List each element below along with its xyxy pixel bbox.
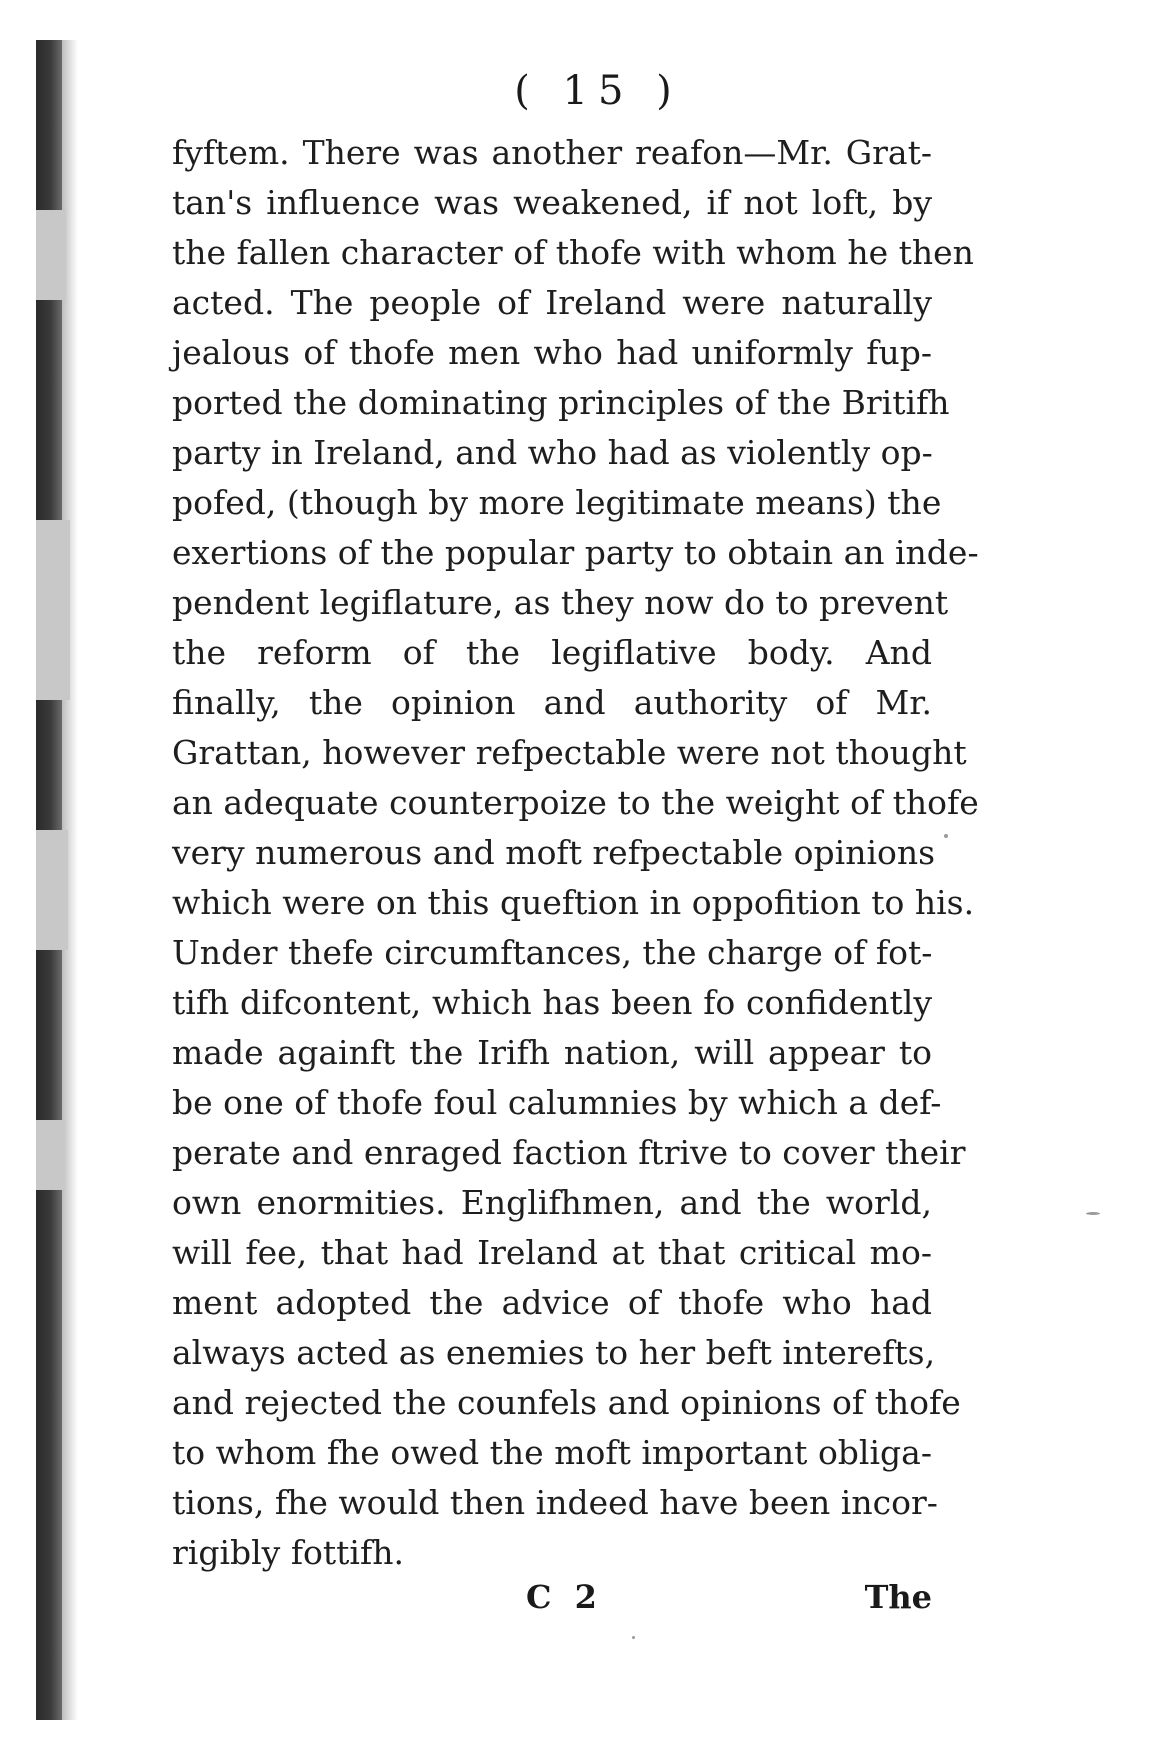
text-line: and rejected the counfels and opinions of thofe	[172, 1383, 961, 1422]
text-line: party in Ireland, and who had as violently op-	[172, 433, 933, 472]
binding-notch	[36, 1120, 64, 1190]
catchword: The	[864, 1578, 932, 1616]
text-line: own enormities. Englifhmen, and the world,	[172, 1183, 932, 1222]
binding-notch	[36, 210, 66, 300]
text-line: finally, the opinion and authority of Mr.	[172, 683, 932, 722]
page-footer	[172, 1578, 932, 1628]
text-line: exertions of the popular party to obtain an inde-	[172, 533, 979, 572]
text-line: fyftem. There was another reafon—Mr. Grat-	[172, 133, 932, 172]
binding-notch	[36, 830, 68, 950]
text-line: made againft the Irifh nation, will appear to	[172, 1033, 932, 1072]
text-line: tifh difcontent, which has been fo confidently	[172, 983, 932, 1022]
text-line: be one of thofe foul calumnies by which a def-	[172, 1083, 942, 1122]
text-line: Grattan, however refpectable were not thought	[172, 733, 967, 772]
text-line: which were on this queftion in oppofition to his.	[172, 883, 975, 922]
text-line: always acted as enemies to her beft interefts,	[172, 1333, 936, 1372]
text-line: tions, fhe would then indeed have been incor-	[172, 1483, 938, 1522]
text-line: pendent legiflature, as they now do to prevent	[172, 583, 949, 622]
text-line: pofed, (though by more legitimate means) the	[172, 483, 942, 522]
text-line: jealous of thofe men who had uniformly fup-	[172, 333, 932, 372]
text-line: ment adopted the advice of thofe who had	[172, 1283, 932, 1322]
text-line: the fallen character of thofe with whom he then	[172, 233, 974, 272]
text-line: acted. The people of Ireland were naturally	[172, 283, 932, 322]
text-line: tan's influence was weakened, if not loft, by	[172, 183, 932, 222]
text-line: perate and enraged faction ftrive to cover their	[172, 1133, 966, 1172]
body-text	[172, 128, 979, 1578]
ink-speck	[632, 1636, 635, 1639]
text-line: very numerous and moft refpectable opinions	[172, 833, 936, 872]
text-line: the reform of the legiflative body. And	[172, 633, 932, 672]
page-number: ( 15 )	[514, 68, 682, 114]
text-line: rigibly fottifh.	[172, 1533, 404, 1572]
text-line: will fee, that had Ireland at that critical mo-	[172, 1233, 932, 1272]
text-line: Under thefe circumftances, the charge of fot-	[172, 933, 933, 972]
ink-speck	[944, 834, 948, 838]
text-line: an adequate counterpoize to the weight of thofe	[172, 783, 979, 822]
signature-mark: C 2	[526, 1578, 603, 1616]
ink-speck	[1086, 1212, 1100, 1215]
binding-notch	[36, 520, 70, 700]
text-line: ported the dominating principles of the Britifh	[172, 383, 950, 422]
text-line: to whom fhe owed the moft important obliga-	[172, 1433, 932, 1472]
